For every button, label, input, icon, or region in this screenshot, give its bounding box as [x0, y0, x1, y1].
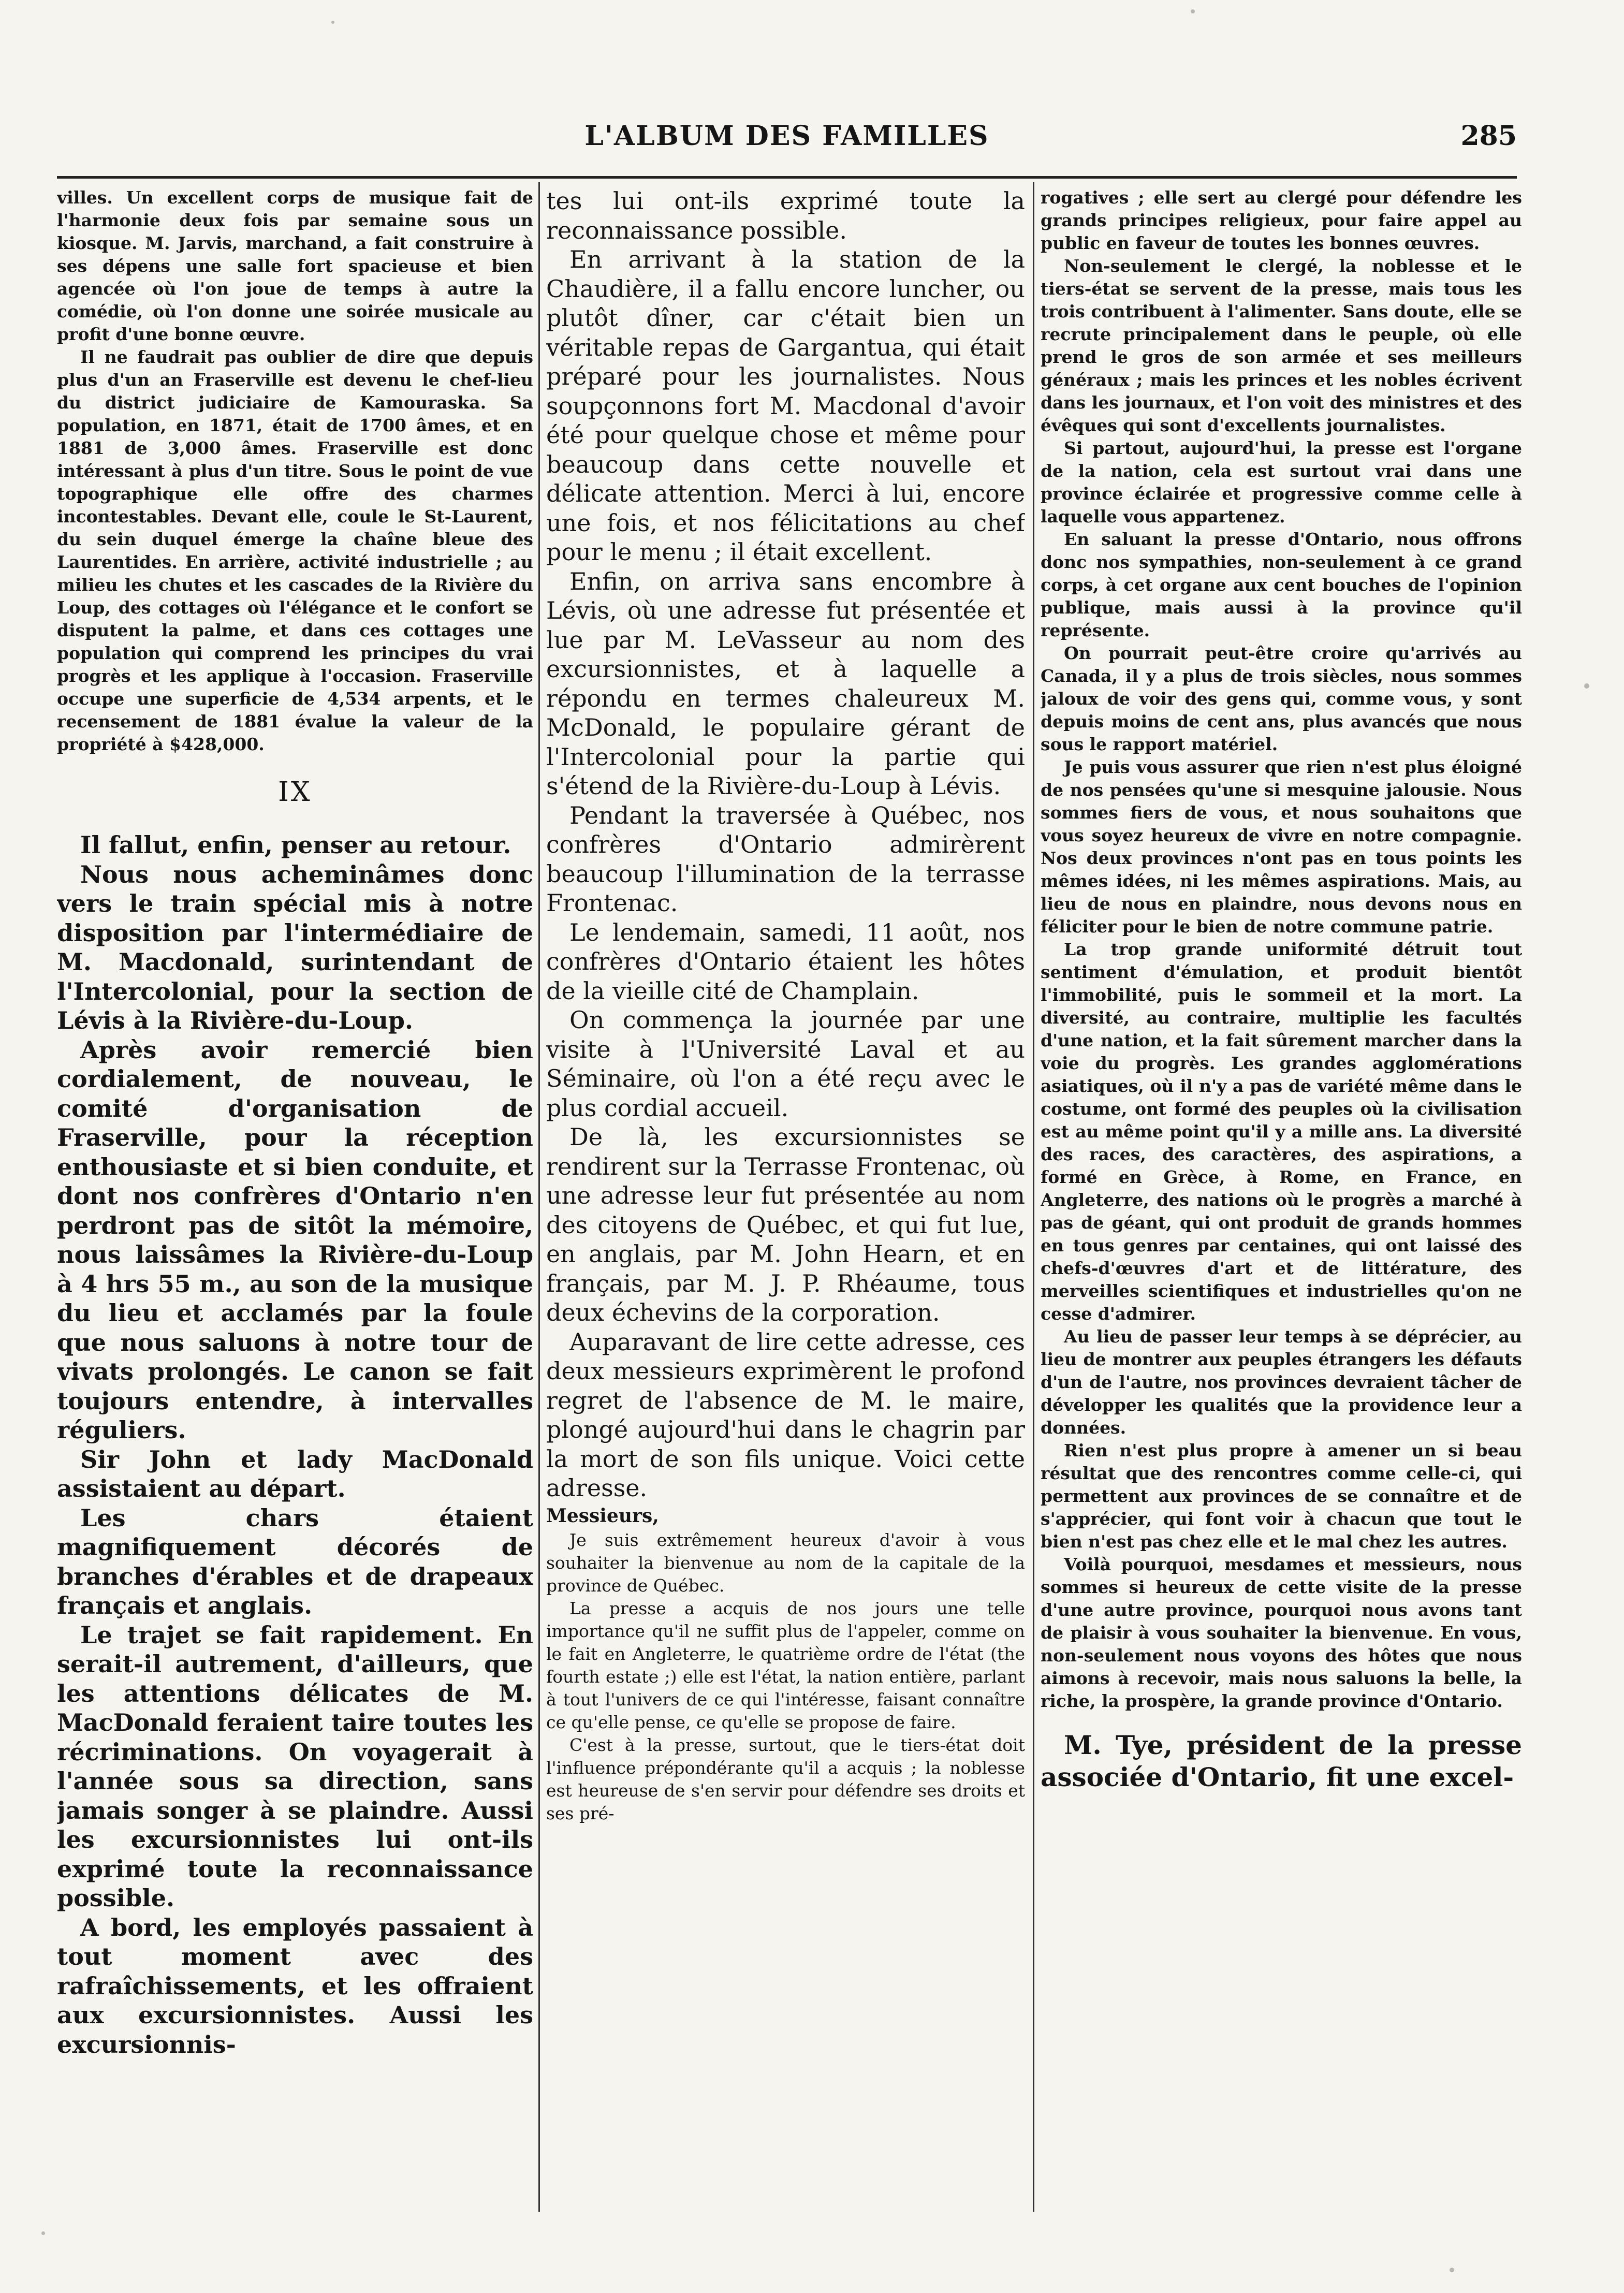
paragraph: Enfin, on arriva sans encombre à Lévis, où une adresse fut présentée et lue par M. LeVasseur au nom des excursionnistes, et à laquelle a répondu en termes chaleureux M. McDonald, le populaire gérant de l'Intercolonial pour la partie qui s'étend de la Rivière-du-Loup à Lévis. [546, 567, 1025, 800]
page-header [57, 120, 1517, 167]
letter-paragraph: Si partout, aujourd'hui, la presse est l'organe de la nation, cela est surtout vrai dans une province éclairée et progressive comme celle à laquelle vous appartenez. [1041, 438, 1522, 527]
paragraph: Il fallut, enfin, penser au retour. [80, 831, 511, 859]
print-speck [1191, 9, 1195, 13]
column-divider-2 [1033, 182, 1034, 2212]
print-speck [41, 2231, 45, 2235]
letter-paragraph: Non-seulement le clergé, la noblesse et le tiers-état se servent de la presse, mais tous les trois contribuent à l'alimenter. Sans doute, elle se recrute principalement dans le peuple, où elle prend le gros de son armée et ses meilleurs généraux ; mais les princes et les nobles écrivent dans les journaux, et l'on voit des ministres et des évêques qui sont d'excellents journalistes. [1041, 256, 1522, 435]
paragraph: En arrivant à la station de la Chaudière, il a fallu encore luncher, ou plutôt dîner, car c'était bien un véritable repas de Gargantua, qui était préparé pour les journalistes. Nous soupçonnons fort M. Macdonal d'avoir été pour quelque chose et même pour beaucoup dans cette nouvelle et délicate attention. Merci à lui, encore une fois, et nos félicitations au chef pour le menu ; il était excellent. [546, 245, 1025, 566]
letter-paragraph: La trop grande uniformité détruit tout sentiment d'émulation, et produit bientôt l'immobilité, puis le sommeil et la mort. La diversité, au contraire, multiplie les facultés d'une nation, et la fait sûrement marcher dans la voie du progrès. Les grandes agglomérations asiatiques, où il n'y a pas de variété même dans le costume, ont formé des peuples où la civilisation est au même point qu'il y a mille ans. La diversité des races, des caractères, des aspirations, a formé en Grèce, à Rome, en France, en Angleterre, des nations où le progrès a marché à pas de géant, qui ont produit de grands hommes en tous genres par centaines, qui ont laissé des chefs-d'œuvres d'art et de littérature, des merveilles scientifiques et industrielles qu'on ne cesse d'admirer. [1041, 939, 1522, 1324]
paragraph: A bord, les employés passaient à tout moment avec des rafraîchissements, et les offraient aux excursionnistes. Aussi les excursionnis- [57, 1913, 533, 2058]
column-divider-1 [538, 182, 540, 2212]
paragraph: M. Tye, président de la presse associée d'Ontario, fit une excel- [1041, 1730, 1522, 1792]
paragraph: De là, les excursionnistes se rendirent sur la Terrasse Frontenac, où une adresse leur fut présentée au nom des citoyens de Québec, et qui fut lue, en anglais, par M. John Hearn, et en français, par M. J. P. Rhéaume, tous deux échevins de la corporation. [546, 1123, 1025, 1326]
paragraph: Après avoir remercié bien cordialement, de nouveau, le comité d'organisation de Fraserville, pour la réception enthousiaste et si bien conduite, et dont nos confrères d'Ontario n'en perdront pas de sitôt la mémoire, nous laissâmes la Rivière-du-Loup à 4 hrs 55 m., au son de la musique du lieu et acclamés par la foule que nous saluons à notre tour de vivats prolongés. Le canon se fait toujours entendre, à intervalles réguliers. [57, 1035, 533, 1444]
paragraph: Les chars étaient magnifiquement décorés de branches d'érables et de drapeaux français et anglais. [57, 1503, 533, 1619]
column-2 [546, 186, 1025, 2206]
letter-paragraph: Je puis vous assurer que rien n'est plus éloigné de nos pensées qu'une si mesquine jalousie. Nous sommes fiers de vous, et nous souhaitons que vous soyez heureux de vivre en notre compagnie. Nos deux provinces n'ont pas en tous points les mêmes idées, ni les mêmes aspirations. Mais, au lieu de nous en plaindre, nous devons nous en féliciter pour le bien de notre commune patrie. [1041, 757, 1522, 937]
letter-paragraph: On pourrait peut-être croire qu'arrivés au Canada, il y a plus de trois siècles, nous sommes jaloux de voir des gens qui, comme vous, y sont depuis moins de cent ans, plus avancés que nous sous le rapport matériel. [1041, 643, 1522, 754]
paragraph: Le trajet se fait rapidement. En serait-il autrement, d'ailleurs, que les attentions délicates de M. MacDonald feraient taire toutes les récriminations. On voyagerait à l'année sous sa direction, sans jamais songer à se plaindre. Aussi les excursionnistes lui ont-ils exprimé toute la reconnaissance possible. [57, 1620, 533, 1912]
column-1 [57, 186, 533, 2206]
print-speck [1584, 683, 1589, 689]
letter-paragraph: Rien n'est plus propre à amener un si beau résultat que des rencontres comme celle-ci, qui permettent aux provinces de se connaître et de s'apprécier, qui font voir à chacun que tout le bien n'est pas chez elle et le mal chez les autres. [1041, 1440, 1522, 1552]
paragraph: villes. Un excellent corps de musique fait de l'harmonie deux fois par semaine sous un kiosque. M. Jarvis, marchand, a fait construire à ses dépens une salle fort spacieuse et bien agencée où l'on joue de temps à autre la comédie, où l'on donne une soirée musicale au profit d'une bonne œuvre. [57, 187, 533, 344]
column-3 [1041, 186, 1522, 2206]
paragraph: Le lendemain, samedi, 11 août, nos confrères d'Ontario étaient les hôtes de la vieille cité de Champlain. [546, 918, 1025, 1005]
paragraph: Pendant la traversée à Québec, nos confrères d'Ontario admirèrent beaucoup l'illumination de la terrasse Frontenac. [546, 801, 1025, 917]
running-title: L'ALBUM DES FAMILLES [584, 120, 989, 152]
letter-salutation: Messieurs, [546, 1505, 659, 1527]
letter-paragraph: rogatives ; elle sert au clergé pour défendre les grands principes religieux, pour faire appel au public en faveur de toutes les bonnes œuvres. [1041, 187, 1522, 253]
paragraph: On commença la journée par une visite à l'Université Laval et au Séminaire, où l'on a été reçu avec le plus cordial accueil. [546, 1006, 1025, 1122]
paragraph: tes lui ont-ils exprimé toute la reconnaissance possible. [546, 187, 1025, 244]
print-speck [331, 21, 334, 24]
print-speck [1450, 2268, 1454, 2272]
paragraph: Nous nous acheminâmes donc vers le train spécial mis à notre disposition par l'intermédiaire de M. Macdonald, surintendant de l'Intercolonial, pour la section de Lévis à la Rivière-du-Loup. [57, 860, 533, 1034]
letter-paragraph: Au lieu de passer leur temps à se déprécier, au lieu de montrer aux peuples étrangers les défauts d'un de l'autre, nos provinces devraient tâcher de développer les qualités que la providence leur a données. [1041, 1326, 1522, 1438]
page-number: 285 [1460, 120, 1517, 152]
letter-paragraph: C'est à la presse, surtout, que le tiers-état doit l'influence prépondérante qu'il a acquis ; la noblesse est heureuse de s'en servir pour défendre ses droits et ses pré- [546, 1734, 1025, 1823]
letter-paragraph: Voilà pourquoi, mesdames et messieurs, nous sommes si heureux de cette visite de la presse d'une autre province, pourquoi nous avons tant de plaisir à vous souhaiter la bienvenue. En vous, non-seulement nous voyons des hôtes que nous aimons à recevoir, mais nous saluons la belle, la riche, la prospère, la grande province d'Ontario. [1041, 1554, 1522, 1711]
paragraph: Sir John et lady MacDonald assistaient au départ. [57, 1445, 533, 1502]
spacer [1041, 1713, 1522, 1729]
header-rule [57, 176, 1517, 179]
paragraph: Il ne faudrait pas oublier de dire que depuis plus d'un an Fraserville est devenu le chef-lieu du district judiciaire de Kamouraska. Sa population, en 1871, était de 1700 âmes, et en 1881 de 3,000 âmes. Fraserville est donc intéressant à plus d'un titre. Sous le point de vue topographique elle offre des charmes incontestables. Devant elle, coule le St-Laurent, du sein duquel émerge la chaîne bleue des Laurentides. En arrière, activité industrielle ; au milieu les chutes et les cascades de la Rivière du Loup, des cottages où l'élégance et le confort se disputent la palme, et dans ces cottages une population qui comprend les principes du vrai progrès et les applique à l'occasion. Fraserville occupe une superficie de 4,534 arpents, et le recensement de 1881 évalue la valeur de la propriété à $428,000. [57, 347, 533, 754]
paragraph: Auparavant de lire cette adresse, ces deux messieurs exprimèrent le profond regret de l'absence de M. le maire, plongé aujourd'hui dans le chagrin par la mort de son fils unique. Voici cette adresse. [546, 1327, 1025, 1502]
letter-paragraph: Je suis extrêmement heureux d'avoir à vous souhaiter la bienvenue au nom de la capitale de la province de Québec. [546, 1529, 1025, 1596]
letter-paragraph: La presse a acquis de nos jours une telle importance qu'il ne suffit plus de l'appeler, comme on le fait en Angleterre, le quatrième ordre de l'état (the fourth estate ;) elle est l'état, la nation entière, parlant à tout l'univers de ce qui l'intéresse, faisant connaître ce qu'elle pense, ce qu'elle se propose de faire. [546, 1598, 1025, 1732]
section-heading: IX [278, 777, 312, 808]
letter-paragraph: En saluant la presse d'Ontario, nous offrons donc nos sympathies, non-seulement à ce grand corps, à cet organe aux cent bouches de l'opinion publique, mais aussi à la province qu'il représente. [1041, 529, 1522, 640]
